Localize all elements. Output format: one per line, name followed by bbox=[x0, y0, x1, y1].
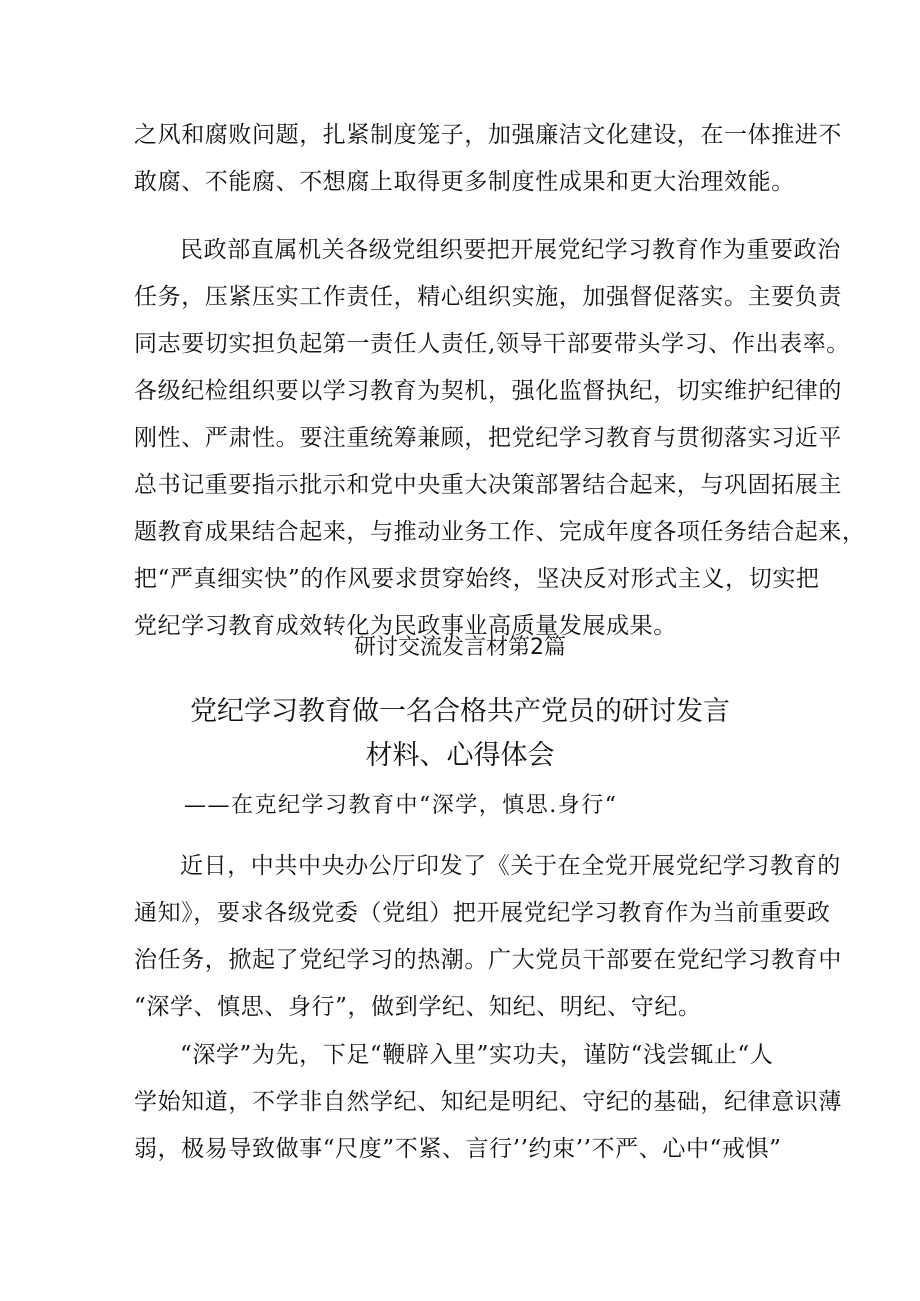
paragraph-line: 学始知道，不学非自然学纪、知纪是明纪、守纪的基础，纪律意识薄 bbox=[134, 1089, 842, 1115]
paragraph-4 bbox=[134, 1032, 842, 1173]
paragraph-line: 各级纪检组织要以学习教育为契机，强化监督执纪，切实维护纪律的 bbox=[134, 378, 842, 404]
paragraph-line: 任务，压紧压实工作责任，精心组织实施，加强督促落实。主要负责 bbox=[134, 284, 842, 310]
paragraph-line: 敢腐、不能腐、不想腐上取得更多制度性成果和更大治理效能。 bbox=[134, 169, 795, 195]
paragraph-line: 民政部直属机关各级党组织要把开展党纪学习教育作为重要政治 bbox=[180, 237, 841, 263]
document-title bbox=[0, 690, 920, 778]
paragraph-line: “深学”为先，下足“鞭辟入里”实功夫，谨防“浅尝辄止“人 bbox=[180, 1042, 774, 1068]
paragraph-line: 通知》，要求各级党委（党组）把开展党纪学习教育作为当前重要政 bbox=[134, 900, 831, 926]
paragraph-line: 题教育成果结合起来，与推动业务工作、完成年度各项任务结合起来， bbox=[134, 519, 866, 545]
paragraph-line: 同志要切实担负起第一责任人责任,领导干部要带头学习、作出表率。 bbox=[134, 331, 850, 357]
paragraph-line: 弱，极易导致做事“尺度”不紧、言行’’约束’’不严、心中“戒惧” bbox=[134, 1136, 782, 1162]
paragraph-line: 总书记重要指示批示和党中央重大决策部署结合起来，与巩固拓展主 bbox=[134, 472, 842, 498]
paragraph-line: 治任务，掀起了党纪学习的热潮。广大党员干部要在党纪学习教育中 bbox=[134, 947, 842, 973]
paragraph-line: 党纪学习教育成效转化为民政事业高质量发展成果。 bbox=[134, 613, 677, 639]
paragraph-line: “深学、慎思、身行”，做到学纪、知纪、明纪、守纪。 bbox=[134, 994, 702, 1020]
paragraph-line: 把“严真细实快”的作风要求贯穿始终，坚决反对形式主义，切实把 bbox=[134, 566, 820, 592]
paragraph-3 bbox=[134, 843, 842, 1031]
section-label: 研讨交流发言材第2篇 bbox=[354, 635, 566, 660]
title-line-1: 党纪学习教育做一名合格共产党员的研讨发言 bbox=[190, 696, 730, 727]
paragraph-line: 刚性、严肃性。要注重统筹兼顾，把党纪学习教育与贯彻落实习近平 bbox=[134, 425, 842, 451]
document-subtitle: ——在克纪学习教育中“深学，慎思.身行“ bbox=[184, 793, 618, 818]
title-line-2: 材料、心得体会 bbox=[365, 740, 555, 771]
paragraph-2 bbox=[134, 227, 866, 650]
paragraph-1 bbox=[134, 112, 842, 206]
paragraph-line: 之风和腐败问题，扎紧制度笼子，加强廉洁文化建设，在一体推进不 bbox=[134, 122, 842, 148]
paragraph-line: 近日，中共中央办公厅印发了《关于在全党开展党纪学习教育的 bbox=[180, 853, 841, 879]
